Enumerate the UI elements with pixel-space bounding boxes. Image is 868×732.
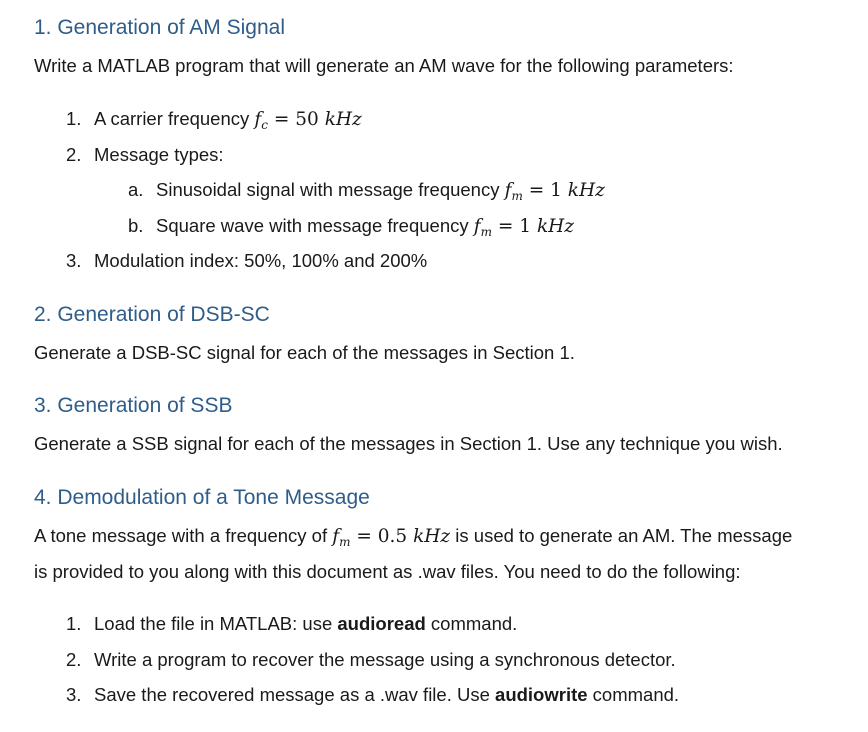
section-1-intro: Write a MATLAB program that will generate an AM wave for the following parameters: <box>34 55 734 76</box>
list-number: 3. <box>66 684 82 705</box>
list-text: Modulation index: 50%, 100% and 200% <box>94 250 428 271</box>
list-number: 3. <box>66 250 82 271</box>
section-4-paragraph-line-1: A tone message with a frequency of $f_m = 0.5$ kHz is used to generate an AM. The message <box>34 525 793 549</box>
list-number: 1. <box>66 108 82 129</box>
math-expression: $f_m = 0.5$ kHz <box>332 526 451 549</box>
section-4-paragraph-line-2: is provided to you along with this document as .wav files. You need to do the following: <box>34 561 741 582</box>
list-item-4-3: 3. Save the recovered message as a .wav file. Use audiowrite command. <box>66 684 680 705</box>
section-1-heading: 1. Generation of AM Signal <box>34 16 285 39</box>
section-2-text: Generate a DSB-SC signal for each of the messages in Section 1. <box>34 342 575 363</box>
list-letter: b. <box>128 215 144 236</box>
list-item-1-1 <box>66 108 362 130</box>
section-2-heading: 2. Generation of DSB-SC <box>34 303 270 326</box>
list-letter: a. <box>128 179 144 200</box>
list-text: Message types: <box>94 144 224 165</box>
list-number: 1. <box>66 613 82 634</box>
section-4-heading: 4. Demodulation of a Tone Message <box>34 486 370 509</box>
list-text: A carrier frequency <box>94 108 255 129</box>
list-item-1-2 <box>66 144 224 166</box>
section-3-text: Generate a SSB signal for each of the messages in Section 1. Use any technique you wish. <box>34 433 783 454</box>
math-expression: $f_c = 50$ kHz <box>254 109 362 132</box>
list-item-1-3 <box>66 250 427 272</box>
list-item-4-2: 2. Write a program to recover the message using a synchronous detector. <box>66 649 676 670</box>
list-number: 2. <box>66 144 82 165</box>
section-3-heading: 3. Generation of SSB <box>34 394 233 417</box>
list-text: Sinusoidal signal with message frequency <box>156 179 505 200</box>
command-name: audioread <box>337 613 426 634</box>
sub-item-a <box>128 179 605 201</box>
list-text: Square wave with message frequency <box>156 215 474 236</box>
list-item-4-1: 1. Load the file in MATLAB: use audioread command. <box>66 613 518 634</box>
command-name: audiowrite <box>495 684 588 705</box>
math-expression: $f_m = 1$ kHz <box>504 180 605 203</box>
list-number: 2. <box>66 649 82 670</box>
math-expression: $f_m = 1$ kHz <box>473 216 575 239</box>
sub-item-b <box>128 215 574 237</box>
